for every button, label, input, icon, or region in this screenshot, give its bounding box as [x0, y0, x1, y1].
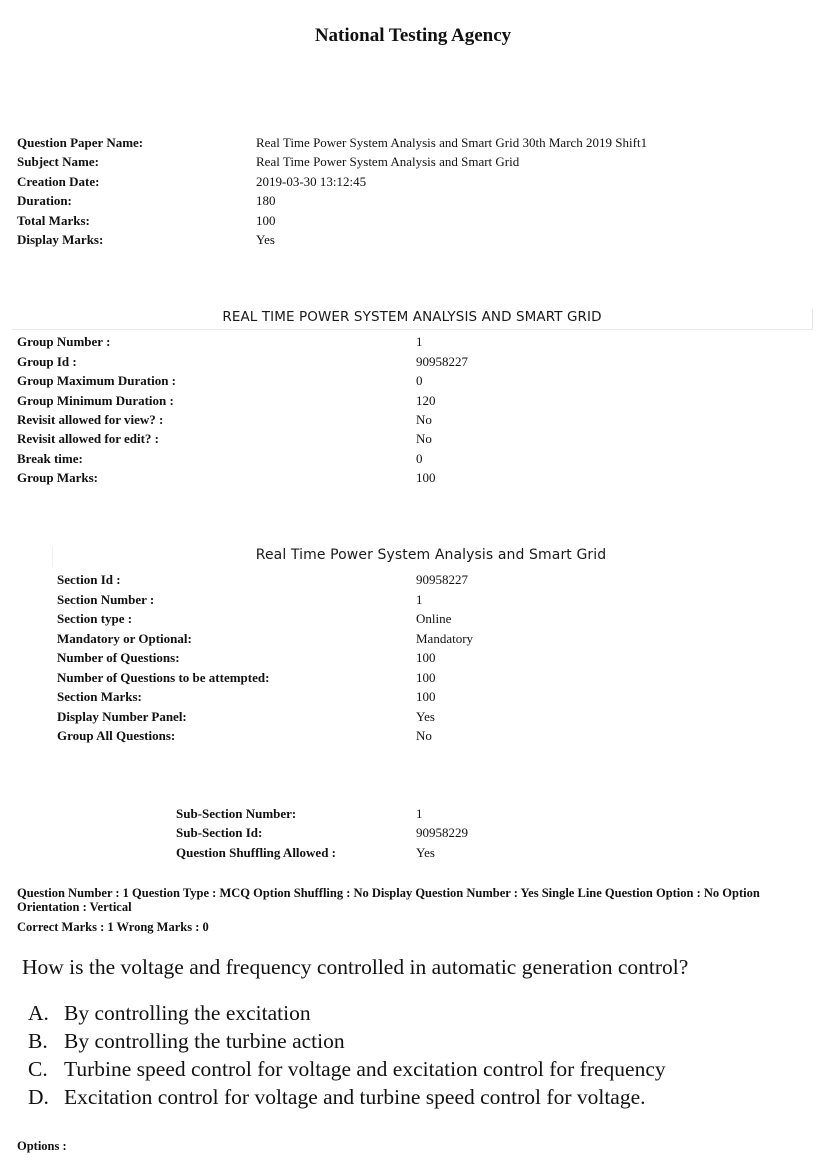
group-all-value: No — [416, 728, 432, 743]
question-marks: Correct Marks : 1 Wrong Marks : 0 — [17, 920, 209, 934]
duration-value: 180 — [256, 193, 276, 208]
group-min-duration-value: 120 — [416, 393, 436, 408]
paper-name-value: Real Time Power System Analysis and Smart Grid 30th March 2019 Shift1 — [256, 135, 648, 150]
section-banner-text: Real Time Power System Analysis and Smart Grid — [255, 547, 607, 563]
group-number-label: Group Number : — [17, 334, 111, 349]
subsection-id-value: 90958229 — [416, 825, 468, 840]
display-panel-label: Display Number Panel: — [57, 709, 187, 724]
duration-label: Duration: — [17, 193, 72, 208]
option-a — [28, 1001, 311, 1026]
option-b — [28, 1029, 345, 1054]
option-text: By controlling the turbine action — [64, 1029, 345, 1053]
group-banner: REAL TIME POWER SYSTEM ANALYSIS AND SMART GRID — [12, 309, 813, 330]
option-letter: C. — [28, 1057, 48, 1081]
total-marks-label: Total Marks: — [17, 213, 90, 228]
option-letter: D. — [28, 1085, 49, 1109]
section-banner — [52, 547, 826, 567]
section-marks-value: 100 — [416, 689, 436, 704]
group-marks-label: Group Marks: — [17, 470, 99, 485]
display-panel-value: Yes — [416, 709, 435, 724]
section-type-value: Online — [416, 611, 452, 626]
group-max-duration-value: 0 — [416, 373, 423, 388]
section-number-value: 1 — [416, 592, 423, 607]
revisit-edit-value: No — [416, 431, 432, 446]
question-meta: Question Number : 1 Question Type : MCQ Option Shuffling : No Display Question Number : Yes Single Line Question Option : No Option Orientation : Vertical — [17, 886, 760, 914]
subsection-number-value: 1 — [416, 806, 423, 821]
shuffling-label: Question Shuffling Allowed : — [176, 845, 337, 860]
group-max-duration-label: Group Maximum Duration : — [17, 373, 177, 388]
shuffling-value: Yes — [416, 845, 435, 860]
mandatory-value: Mandatory — [416, 631, 474, 646]
revisit-edit-label: Revisit allowed for edit? : — [17, 431, 160, 446]
option-text: By controlling the excitation — [64, 1001, 311, 1025]
group-number-value: 1 — [416, 334, 423, 349]
option-c — [28, 1057, 666, 1082]
group-marks-value: 100 — [416, 470, 436, 485]
option-text: Excitation control for voltage and turbine speed control for voltage. — [64, 1085, 646, 1109]
options-label: Options : — [17, 1139, 67, 1153]
subject-name-value: Real Time Power System Analysis and Smart Grid — [256, 154, 520, 169]
creation-date-label: Creation Date: — [17, 174, 100, 189]
group-id-value: 90958227 — [416, 354, 468, 369]
option-letter: A. — [28, 1001, 49, 1025]
group-min-duration-label: Group Minimum Duration : — [17, 393, 174, 408]
section-id-label: Section Id : — [57, 572, 121, 587]
option-letter: B. — [28, 1029, 48, 1053]
break-time-value: 0 — [416, 451, 423, 466]
section-type-label: Section type : — [57, 611, 133, 626]
display-marks-label: Display Marks: — [17, 232, 104, 247]
option-d — [28, 1085, 646, 1110]
total-marks-value: 100 — [256, 213, 276, 228]
break-time-label: Break time: — [17, 451, 83, 466]
subsection-id-label: Sub-Section Id: — [176, 825, 263, 840]
group-all-label: Group All Questions: — [57, 728, 176, 743]
subsection-number-label: Sub-Section Number: — [176, 806, 297, 821]
num-questions-label: Number of Questions: — [57, 650, 180, 665]
subject-name-label: Subject Name: — [17, 154, 99, 169]
section-id-value: 90958227 — [416, 572, 468, 587]
num-attempted-label: Number of Questions to be attempted: — [57, 670, 270, 685]
section-number-label: Section Number : — [57, 592, 155, 607]
num-attempted-value: 100 — [416, 670, 436, 685]
question-text: How is the voltage and frequency controlled in automatic generation control? — [22, 955, 689, 979]
revisit-view-label: Revisit allowed for view? : — [17, 412, 164, 427]
creation-date-value: 2019-03-30 13:12:45 — [256, 174, 367, 189]
paper-name-label: Question Paper Name: — [17, 135, 144, 150]
mandatory-label: Mandatory or Optional: — [57, 631, 192, 646]
page-title: National Testing Agency — [314, 25, 512, 46]
display-marks-value: Yes — [256, 232, 275, 247]
option-text: Turbine speed control for voltage and excitation control for frequency — [64, 1057, 666, 1081]
group-id-label: Group Id : — [17, 354, 77, 369]
section-marks-label: Section Marks: — [57, 689, 142, 704]
num-questions-value: 100 — [416, 650, 436, 665]
revisit-view-value: No — [416, 412, 432, 427]
